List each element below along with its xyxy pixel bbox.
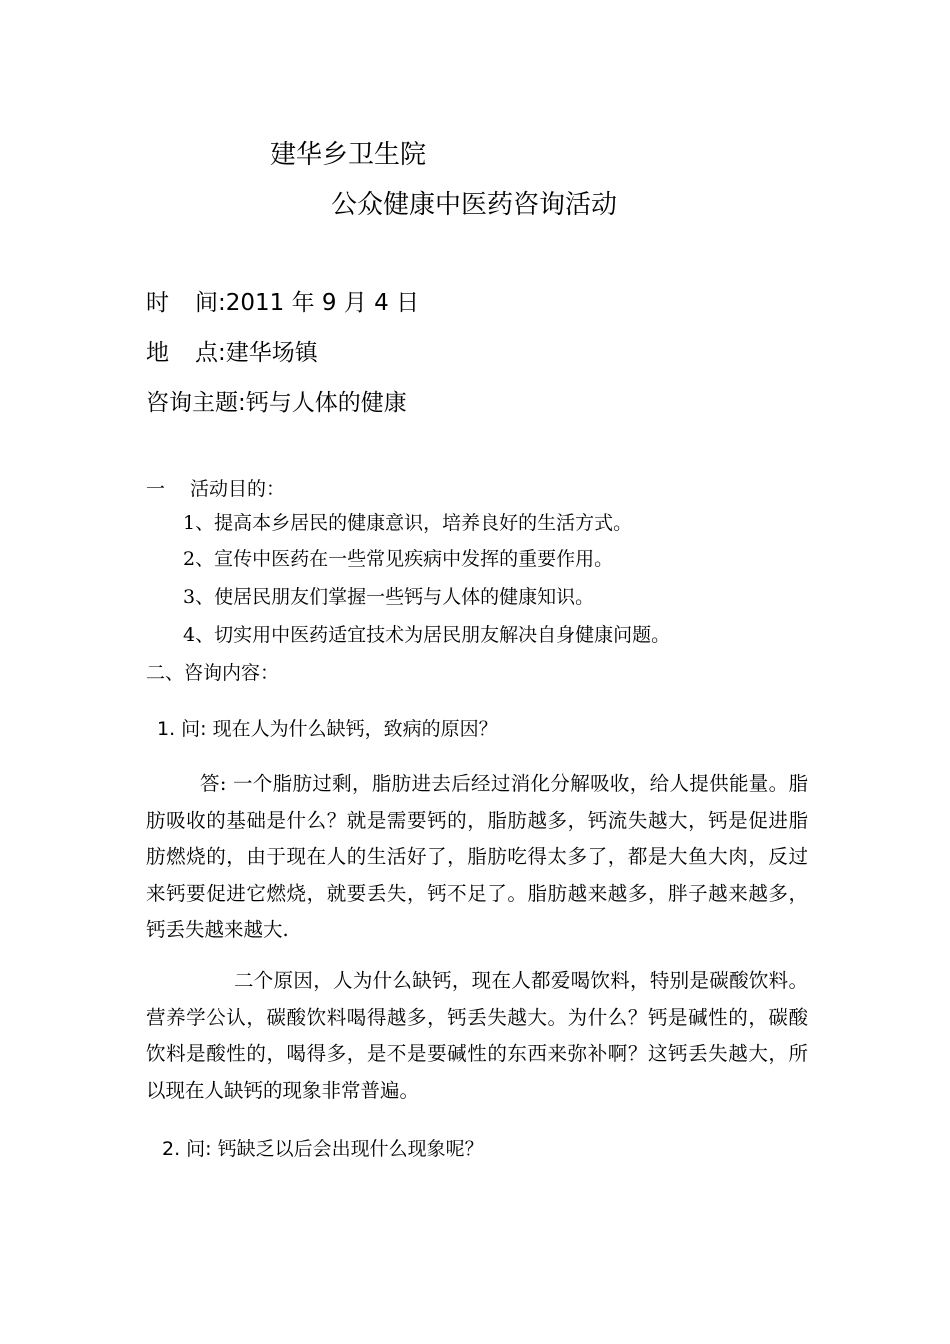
section-content-heading: 二、咨询内容： (146, 662, 280, 684)
section-title: 活动目的： (190, 478, 286, 500)
topic-line (146, 384, 407, 417)
place-line (146, 334, 318, 367)
section-number: 一 (146, 478, 166, 500)
question-1: 1. 问: 现在人为什么缺钙，致病的原因？ (157, 718, 498, 740)
event-title: 公众健康中医药咨询活动 (331, 190, 618, 220)
question-2: 2. 问: 钙缺乏以后会出现什么现象呢？ (162, 1138, 484, 1160)
answer-paragraph-2: 二个原因，人为什么缺钙，现在人都爱喝饮料，特别是碳酸饮料。营养学公认，碳酸饮料喝得越多，钙丢失越大。为什么？钙是碱性的，碳酸饮料是酸性的，喝得多，是不是要碱性的东西来弥补啊？这钙丢失越大，所以现在人缺钙的现象非常普遍。 (146, 969, 808, 1102)
time-label: 时 (146, 290, 169, 316)
time-value: 2011 年 9 月 4 日 (225, 290, 420, 316)
section-purpose-heading (146, 474, 285, 501)
answer-paragraph-1: 答: 一个脂肪过剩，脂肪进去后经过消化分解吸收，给人提供能量。脂肪吸收的基础是什么？就是需要钙的，脂肪越多，钙流失越大，钙是促进脂肪燃烧的，由于现在人的生活好了，脂肪吃得太多了，都是大鱼大肉，反过来钙要促进它燃烧，就要丢失，钙不足了。脂肪越来越多，胖子越来越多，钙丢失越来越大. (146, 772, 808, 941)
place-value: 建华场镇 (225, 340, 318, 366)
topic-label: 咨询主题: (146, 390, 246, 416)
purpose-item: 3、使居民朋友们掌握一些钙与人体的健康知识。 (183, 586, 595, 608)
purpose-item: 2、宣传中医药在一些常见疾病中发挥的重要作用。 (183, 548, 614, 570)
organization-title: 建华乡卫生院 (270, 140, 427, 170)
purpose-item: 4、切实用中医药适宜技术为居民朋友解决自身健康问题。 (183, 624, 671, 646)
place-label: 地 (146, 340, 169, 366)
purpose-item: 1、提高本乡居民的健康意识，培养良好的生活方式。 (183, 512, 633, 534)
time-label-2: 间: (195, 290, 226, 316)
topic-value: 钙与人体的健康 (245, 390, 407, 416)
time-line (146, 284, 419, 317)
place-label-2: 点: (195, 340, 226, 366)
